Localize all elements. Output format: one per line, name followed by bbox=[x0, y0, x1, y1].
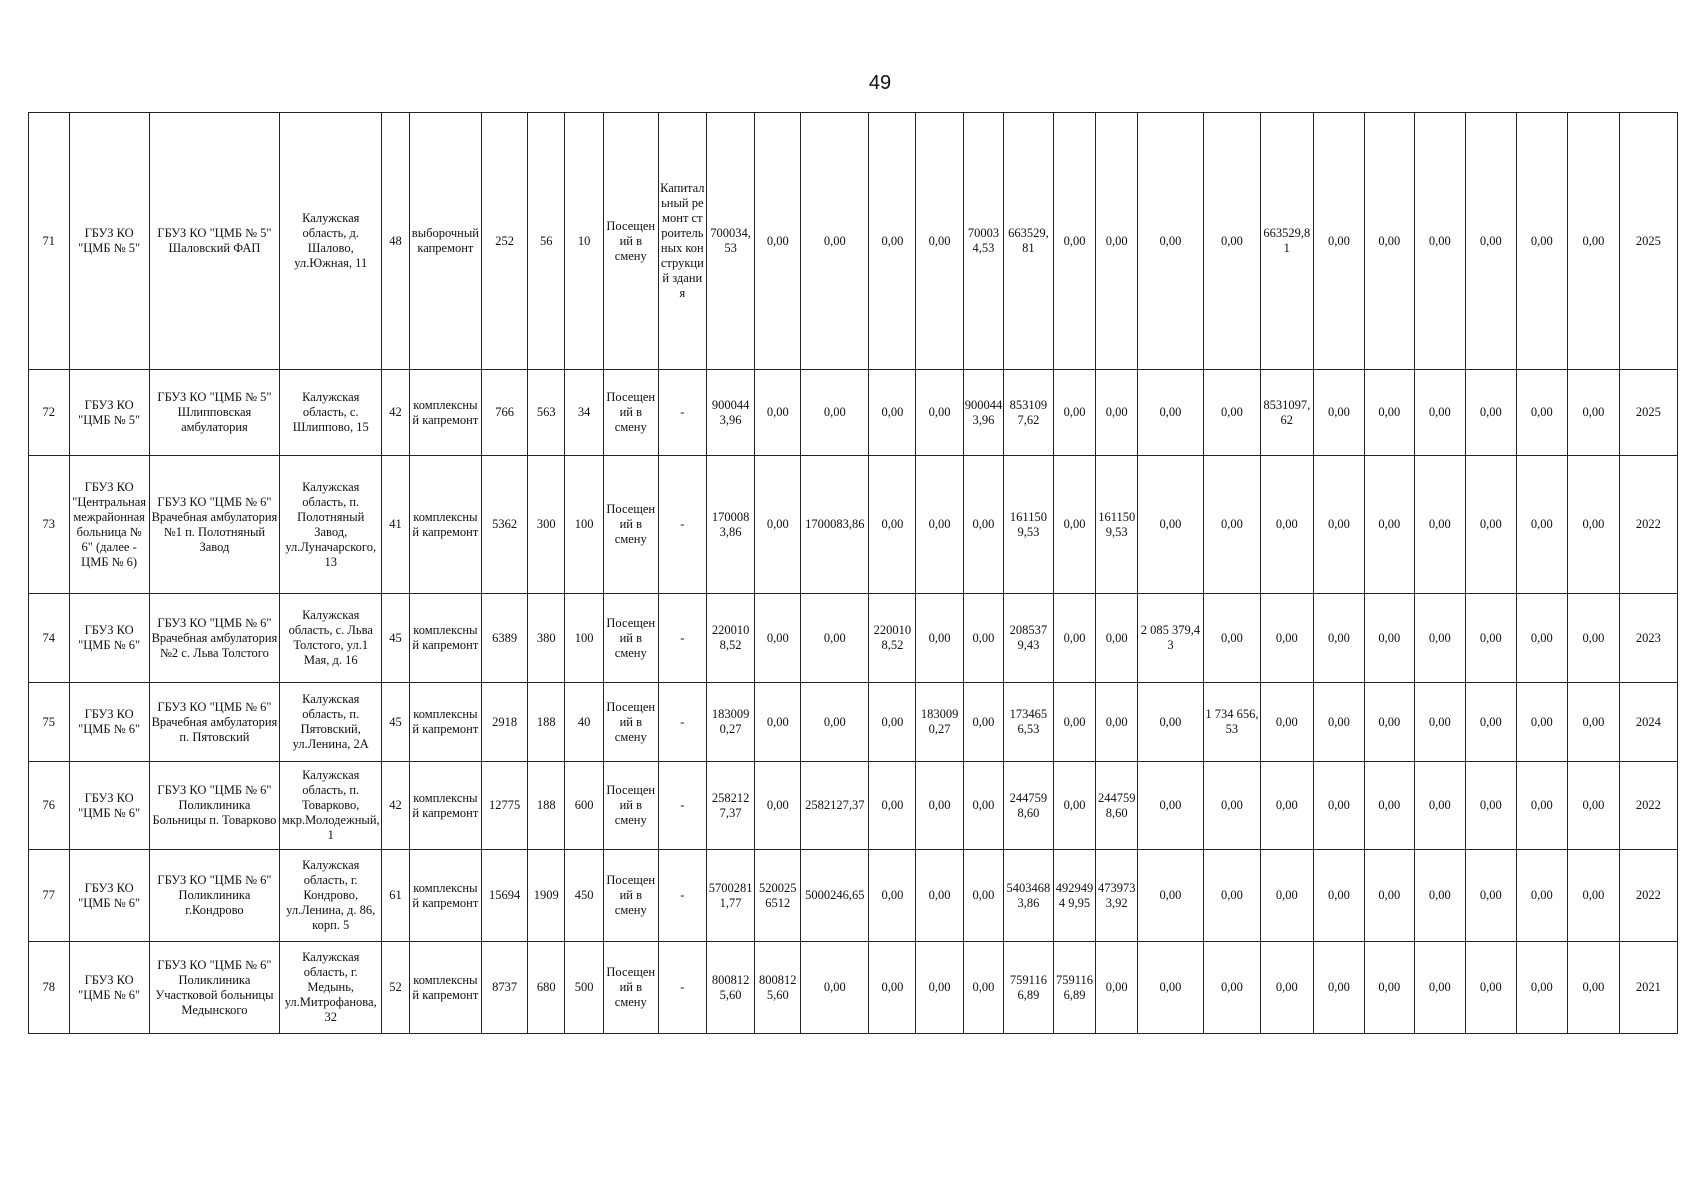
cell-funds-2023: 0,00 bbox=[1138, 370, 1204, 456]
cell-capacity-unit: Посещений в смену bbox=[603, 683, 658, 762]
cell-capacity: 100 bbox=[565, 594, 603, 683]
cell-funds-2023: 0,00 bbox=[1138, 850, 1204, 942]
cell-col-29: 0,00 bbox=[1568, 683, 1620, 762]
cell-repair-type: комплексный капремонт bbox=[409, 456, 481, 594]
cell-funds-total: 54034683,86 bbox=[1004, 850, 1053, 942]
cell-cost-2024: 1830090,27 bbox=[916, 683, 963, 762]
cell-cost-2024: 0,00 bbox=[916, 850, 963, 942]
cell-funds-2021: 0,00 bbox=[1053, 594, 1096, 683]
cell-col-25: 0,00 bbox=[1365, 594, 1414, 683]
cell-col-24: 0,00 bbox=[1313, 850, 1365, 942]
table-row bbox=[29, 370, 1678, 456]
cell-capacity-unit: Посещений в смену bbox=[603, 762, 658, 850]
cell-funds-2022: 0,00 bbox=[1096, 683, 1138, 762]
cell-repair-description: - bbox=[658, 456, 706, 594]
cell-col-29: 0,00 bbox=[1568, 850, 1620, 942]
cell-funds-2024: 0,00 bbox=[1203, 762, 1260, 850]
cell-organization: ГБУЗ КО "ЦМБ № 6" bbox=[69, 762, 149, 850]
cell-cost-2024: 0,00 bbox=[916, 370, 963, 456]
cell-repair-type: комплексный капремонт bbox=[409, 594, 481, 683]
cell-funds-total: 7591166,89 bbox=[1004, 942, 1053, 1034]
cell-repair-type: комплексный капремонт bbox=[409, 850, 481, 942]
cell-col-7: 6389 bbox=[482, 594, 528, 683]
cell-col-25: 0,00 bbox=[1365, 456, 1414, 594]
cell-col-5: 48 bbox=[382, 113, 409, 370]
cell-funds-2022: 0,00 bbox=[1096, 594, 1138, 683]
cell-repair-type: комплексный капремонт bbox=[409, 683, 481, 762]
cell-cost-2023: 0,00 bbox=[869, 456, 916, 594]
cell-organization: ГБУЗ КО "ЦМБ № 6" bbox=[69, 683, 149, 762]
cell-cost-2025: 0,00 bbox=[963, 850, 1004, 942]
cell-funds-2023: 0,00 bbox=[1138, 456, 1204, 594]
cell-cost-2024: 0,00 bbox=[916, 942, 963, 1034]
cell-cost-2021: 5200256512 bbox=[755, 850, 801, 942]
cell-funds-2022: 0,00 bbox=[1096, 942, 1138, 1034]
cell-row-number: 72 bbox=[29, 370, 70, 456]
cell-capacity-unit: Посещений в смену bbox=[603, 370, 658, 456]
cell-cost-2022: 0,00 bbox=[801, 942, 869, 1034]
table-row bbox=[29, 683, 1678, 762]
cell-cost-2022: 0,00 bbox=[801, 683, 869, 762]
cell-year: 2022 bbox=[1619, 456, 1677, 594]
cell-organization: ГБУЗ КО "ЦМБ № 6" bbox=[69, 942, 149, 1034]
cell-funds-2025: 0,00 bbox=[1260, 942, 1313, 1034]
table-row bbox=[29, 850, 1678, 942]
cell-funds-2024: 0,00 bbox=[1203, 456, 1260, 594]
cell-cost-2021: 0,00 bbox=[755, 456, 801, 594]
cell-cost-2022: 0,00 bbox=[801, 594, 869, 683]
cell-funds-2022: 0,00 bbox=[1096, 370, 1138, 456]
table-row bbox=[29, 456, 1678, 594]
cell-col-29: 0,00 bbox=[1568, 594, 1620, 683]
cell-repair-type: комплексный капремонт bbox=[409, 942, 481, 1034]
cell-repair-description: - bbox=[658, 850, 706, 942]
cell-col-25: 0,00 bbox=[1365, 942, 1414, 1034]
cell-repair-description: Капитальный ремонт строительных конструкций здания bbox=[658, 113, 706, 370]
cell-cost-2021: 0,00 bbox=[755, 113, 801, 370]
cell-funds-2022: 1611509,53 bbox=[1096, 456, 1138, 594]
cell-capacity: 450 bbox=[565, 850, 603, 942]
cell-funds-2024: 0,00 bbox=[1203, 370, 1260, 456]
cell-repair-description: - bbox=[658, 762, 706, 850]
cell-col-8: 680 bbox=[528, 942, 565, 1034]
cell-col-26: 0,00 bbox=[1414, 113, 1466, 370]
cell-cost-2025: 0,00 bbox=[963, 683, 1004, 762]
cell-row-number: 78 bbox=[29, 942, 70, 1034]
cell-col-27: 0,00 bbox=[1466, 456, 1516, 594]
cell-col-29: 0,00 bbox=[1568, 113, 1620, 370]
cell-cost-2023: 0,00 bbox=[869, 850, 916, 942]
cell-capacity: 10 bbox=[565, 113, 603, 370]
cell-col-24: 0,00 bbox=[1313, 683, 1365, 762]
cell-funds-total: 2085379,43 bbox=[1004, 594, 1053, 683]
cell-col-29: 0,00 bbox=[1568, 456, 1620, 594]
cell-col-26: 0,00 bbox=[1414, 594, 1466, 683]
cell-col-8: 300 bbox=[528, 456, 565, 594]
cell-cost-2022: 1700083,86 bbox=[801, 456, 869, 594]
cell-funds-2021: 0,00 bbox=[1053, 762, 1096, 850]
cell-total-cost: 8008125,60 bbox=[706, 942, 754, 1034]
cell-col-7: 15694 bbox=[482, 850, 528, 942]
cell-funds-2023: 0,00 bbox=[1138, 762, 1204, 850]
cell-col-27: 0,00 bbox=[1466, 113, 1516, 370]
cell-repair-description: - bbox=[658, 594, 706, 683]
cell-funds-total: 2447598,60 bbox=[1004, 762, 1053, 850]
cell-capacity-unit: Посещений в смену bbox=[603, 942, 658, 1034]
cell-funds-2021: 7591166,89 bbox=[1053, 942, 1096, 1034]
cell-funds-2024: 0,00 bbox=[1203, 113, 1260, 370]
cell-col-26: 0,00 bbox=[1414, 850, 1466, 942]
cell-col-24: 0,00 bbox=[1313, 456, 1365, 594]
cell-col-25: 0,00 bbox=[1365, 762, 1414, 850]
cell-cost-2022: 5000246,65 bbox=[801, 850, 869, 942]
cell-capacity-unit: Посещений в смену bbox=[603, 594, 658, 683]
cell-total-cost: 700034,53 bbox=[706, 113, 754, 370]
cell-organization: ГБУЗ КО "ЦМБ № 6" bbox=[69, 594, 149, 683]
page-number: 49 bbox=[868, 72, 892, 94]
cell-col-26: 0,00 bbox=[1414, 683, 1466, 762]
cell-row-number: 76 bbox=[29, 762, 70, 850]
cell-facility-name: ГБУЗ КО "ЦМБ № 5" Шаловский ФАП bbox=[149, 113, 280, 370]
cell-col-7: 8737 bbox=[482, 942, 528, 1034]
cell-cost-2025: 0,00 bbox=[963, 456, 1004, 594]
cell-facility-name: ГБУЗ КО "ЦМБ № 6" Поликлиника г.Кондрово bbox=[149, 850, 280, 942]
cell-col-5: 42 bbox=[382, 370, 409, 456]
cell-funds-2022: 4739733,92 bbox=[1096, 850, 1138, 942]
cell-row-number: 74 bbox=[29, 594, 70, 683]
cell-col-25: 0,00 bbox=[1365, 683, 1414, 762]
cell-facility-name: ГБУЗ КО "ЦМБ № 6" Поликлиника Участковой больницы Медынского bbox=[149, 942, 280, 1034]
cell-repair-type: комплексный капремонт bbox=[409, 762, 481, 850]
cell-col-8: 563 bbox=[528, 370, 565, 456]
cell-funds-total: 1611509,53 bbox=[1004, 456, 1053, 594]
cell-capacity-unit: Посещений в смену bbox=[603, 456, 658, 594]
cell-address: Калужская область, д. Шалово, ул.Южная, 11 bbox=[280, 113, 382, 370]
cell-funds-2024: 1 734 656,53 bbox=[1203, 683, 1260, 762]
cell-funds-total: 663529,81 bbox=[1004, 113, 1053, 370]
cell-col-26: 0,00 bbox=[1414, 942, 1466, 1034]
cell-funds-2023: 2 085 379,43 bbox=[1138, 594, 1204, 683]
cell-facility-name: ГБУЗ КО "ЦМБ № 6" Врачебная амбулатория №1 п. Полотняный Завод bbox=[149, 456, 280, 594]
capital-repair-registry-table bbox=[28, 112, 1678, 1034]
table-row bbox=[29, 594, 1678, 683]
cell-total-cost: 1700083,86 bbox=[706, 456, 754, 594]
cell-organization: ГБУЗ КО "ЦМБ № 6" bbox=[69, 850, 149, 942]
cell-capacity-unit: Посещений в смену bbox=[603, 113, 658, 370]
cell-year: 2025 bbox=[1619, 113, 1677, 370]
cell-total-cost: 57002811,77 bbox=[706, 850, 754, 942]
cell-col-28: 0,00 bbox=[1516, 850, 1568, 942]
cell-cost-2021: 0,00 bbox=[755, 594, 801, 683]
cell-year: 2023 bbox=[1619, 594, 1677, 683]
cell-row-number: 77 bbox=[29, 850, 70, 942]
cell-col-27: 0,00 bbox=[1466, 942, 1516, 1034]
cell-col-8: 188 bbox=[528, 762, 565, 850]
cell-repair-description: - bbox=[658, 942, 706, 1034]
cell-col-26: 0,00 bbox=[1414, 456, 1466, 594]
cell-capacity: 600 bbox=[565, 762, 603, 850]
cell-facility-name: ГБУЗ КО "ЦМБ № 6" Врачебная амбулатория №2 с. Льва Толстого bbox=[149, 594, 280, 683]
cell-col-5: 42 bbox=[382, 762, 409, 850]
cell-col-24: 0,00 bbox=[1313, 113, 1365, 370]
cell-funds-2024: 0,00 bbox=[1203, 594, 1260, 683]
cell-cost-2023: 0,00 bbox=[869, 762, 916, 850]
cell-col-28: 0,00 bbox=[1516, 370, 1568, 456]
cell-address: Калужская область, с. Льва Толстого, ул.1 Мая, д. 16 bbox=[280, 594, 382, 683]
cell-year: 2024 bbox=[1619, 683, 1677, 762]
cell-col-8: 1909 bbox=[528, 850, 565, 942]
cell-col-5: 45 bbox=[382, 683, 409, 762]
cell-col-27: 0,00 bbox=[1466, 762, 1516, 850]
cell-funds-2021: 0,00 bbox=[1053, 456, 1096, 594]
cell-col-7: 12775 bbox=[482, 762, 528, 850]
cell-facility-name: ГБУЗ КО "ЦМБ № 6" Врачебная амбулатория п. Пятовский bbox=[149, 683, 280, 762]
cell-col-8: 188 bbox=[528, 683, 565, 762]
cell-col-25: 0,00 bbox=[1365, 113, 1414, 370]
cell-funds-2025: 0,00 bbox=[1260, 594, 1313, 683]
cell-year: 2021 bbox=[1619, 942, 1677, 1034]
cell-cost-2022: 0,00 bbox=[801, 370, 869, 456]
cell-col-29: 0,00 bbox=[1568, 370, 1620, 456]
cell-repair-type: выборочный капремонт bbox=[409, 113, 481, 370]
cell-col-8: 380 bbox=[528, 594, 565, 683]
cell-funds-2021: 0,00 bbox=[1053, 370, 1096, 456]
cell-cost-2021: 0,00 bbox=[755, 370, 801, 456]
cell-total-cost: 1830090,27 bbox=[706, 683, 754, 762]
cell-cost-2022: 2582127,37 bbox=[801, 762, 869, 850]
cell-cost-2025: 0,00 bbox=[963, 762, 1004, 850]
cell-col-27: 0,00 bbox=[1466, 594, 1516, 683]
cell-total-cost: 2200108,52 bbox=[706, 594, 754, 683]
cell-col-26: 0,00 bbox=[1414, 762, 1466, 850]
cell-year: 2022 bbox=[1619, 850, 1677, 942]
cell-col-25: 0,00 bbox=[1365, 850, 1414, 942]
cell-col-7: 2918 bbox=[482, 683, 528, 762]
cell-repair-description: - bbox=[658, 683, 706, 762]
cell-col-24: 0,00 bbox=[1313, 942, 1365, 1034]
cell-funds-2022: 0,00 bbox=[1096, 113, 1138, 370]
cell-col-25: 0,00 bbox=[1365, 370, 1414, 456]
cell-year: 2022 bbox=[1619, 762, 1677, 850]
cell-capacity: 500 bbox=[565, 942, 603, 1034]
cell-cost-2025: 0,00 bbox=[963, 594, 1004, 683]
cell-total-cost: 2582127,37 bbox=[706, 762, 754, 850]
cell-funds-2025: 663529,81 bbox=[1260, 113, 1313, 370]
cell-funds-2022: 2447598,60 bbox=[1096, 762, 1138, 850]
cell-col-24: 0,00 bbox=[1313, 762, 1365, 850]
cell-row-number: 73 bbox=[29, 456, 70, 594]
cell-col-7: 252 bbox=[482, 113, 528, 370]
cell-facility-name: ГБУЗ КО "ЦМБ № 5" Шлипповская амбулатория bbox=[149, 370, 280, 456]
cell-cost-2023: 0,00 bbox=[869, 370, 916, 456]
cell-address: Калужская область, г. Кондрово, ул.Ленина, д. 86, корп. 5 bbox=[280, 850, 382, 942]
cell-address: Калужская область, с. Шлиппово, 15 bbox=[280, 370, 382, 456]
cell-funds-2021: 0,00 bbox=[1053, 683, 1096, 762]
cell-funds-total: 1734656,53 bbox=[1004, 683, 1053, 762]
cell-funds-2023: 0,00 bbox=[1138, 683, 1204, 762]
cell-col-27: 0,00 bbox=[1466, 683, 1516, 762]
cell-row-number: 75 bbox=[29, 683, 70, 762]
cell-funds-2025: 0,00 bbox=[1260, 456, 1313, 594]
cell-cost-2025: 700034,53 bbox=[963, 113, 1004, 370]
cell-address: Калужская область, п. Товарково, мкр.Молодежный, 1 bbox=[280, 762, 382, 850]
cell-col-24: 0,00 bbox=[1313, 370, 1365, 456]
cell-cost-2025: 9000443,96 bbox=[963, 370, 1004, 456]
cell-funds-total: 8531097,62 bbox=[1004, 370, 1053, 456]
cell-address: Калужская область, п. Пятовский, ул.Ленина, 2А bbox=[280, 683, 382, 762]
cell-col-7: 766 bbox=[482, 370, 528, 456]
cell-repair-type: комплексный капремонт bbox=[409, 370, 481, 456]
cell-capacity: 100 bbox=[565, 456, 603, 594]
cell-funds-2021: 0,00 bbox=[1053, 113, 1096, 370]
cell-funds-2024: 0,00 bbox=[1203, 942, 1260, 1034]
cell-capacity: 40 bbox=[565, 683, 603, 762]
cell-row-number: 71 bbox=[29, 113, 70, 370]
cell-col-28: 0,00 bbox=[1516, 942, 1568, 1034]
cell-funds-2025: 0,00 bbox=[1260, 850, 1313, 942]
cell-capacity: 34 bbox=[565, 370, 603, 456]
table-row bbox=[29, 113, 1678, 370]
cell-col-7: 5362 bbox=[482, 456, 528, 594]
cell-address: Калужская область, п. Полотняный Завод, ул.Луначарского, 13 bbox=[280, 456, 382, 594]
cell-organization: ГБУЗ КО "ЦМБ № 5" bbox=[69, 113, 149, 370]
cell-cost-2023: 2200108,52 bbox=[869, 594, 916, 683]
cell-col-5: 52 bbox=[382, 942, 409, 1034]
cell-cost-2025: 0,00 bbox=[963, 942, 1004, 1034]
cell-cost-2024: 0,00 bbox=[916, 762, 963, 850]
cell-col-28: 0,00 bbox=[1516, 113, 1568, 370]
cell-funds-2024: 0,00 bbox=[1203, 850, 1260, 942]
cell-address: Калужская область, г. Медынь, ул.Митрофанова, 32 bbox=[280, 942, 382, 1034]
cell-cost-2024: 0,00 bbox=[916, 456, 963, 594]
cell-cost-2021: 8008125,60 bbox=[755, 942, 801, 1034]
cell-capacity-unit: Посещений в смену bbox=[603, 850, 658, 942]
cell-cost-2024: 0,00 bbox=[916, 594, 963, 683]
cell-cost-2023: 0,00 bbox=[869, 683, 916, 762]
cell-facility-name: ГБУЗ КО "ЦМБ № 6" Поликлиника Больницы п. Товарково bbox=[149, 762, 280, 850]
cell-col-8: 56 bbox=[528, 113, 565, 370]
cell-col-28: 0,00 bbox=[1516, 594, 1568, 683]
cell-col-5: 61 bbox=[382, 850, 409, 942]
cell-col-24: 0,00 bbox=[1313, 594, 1365, 683]
cell-organization: ГБУЗ КО "ЦМБ № 5" bbox=[69, 370, 149, 456]
cell-funds-2023: 0,00 bbox=[1138, 113, 1204, 370]
cell-cost-2023: 0,00 bbox=[869, 942, 916, 1034]
cell-total-cost: 9000443,96 bbox=[706, 370, 754, 456]
cell-col-28: 0,00 bbox=[1516, 683, 1568, 762]
cell-col-28: 0,00 bbox=[1516, 762, 1568, 850]
cell-funds-2025: 0,00 bbox=[1260, 683, 1313, 762]
table-row bbox=[29, 762, 1678, 850]
cell-funds-2025: 8531097,62 bbox=[1260, 370, 1313, 456]
cell-cost-2021: 0,00 bbox=[755, 762, 801, 850]
cell-col-5: 45 bbox=[382, 594, 409, 683]
cell-funds-2025: 0,00 bbox=[1260, 762, 1313, 850]
cell-col-28: 0,00 bbox=[1516, 456, 1568, 594]
cell-col-5: 41 bbox=[382, 456, 409, 594]
cell-cost-2021: 0,00 bbox=[755, 683, 801, 762]
cell-col-26: 0,00 bbox=[1414, 370, 1466, 456]
cell-col-27: 0,00 bbox=[1466, 850, 1516, 942]
cell-col-27: 0,00 bbox=[1466, 370, 1516, 456]
cell-organization: ГБУЗ КО "Центральная межрайонная больница № 6" (далее - ЦМБ № 6) bbox=[69, 456, 149, 594]
cell-cost-2024: 0,00 bbox=[916, 113, 963, 370]
cell-funds-2021: 4929494 9,95 bbox=[1053, 850, 1096, 942]
cell-year: 2025 bbox=[1619, 370, 1677, 456]
cell-col-29: 0,00 bbox=[1568, 942, 1620, 1034]
cell-cost-2023: 0,00 bbox=[869, 113, 916, 370]
cell-repair-description: - bbox=[658, 370, 706, 456]
table-row bbox=[29, 942, 1678, 1034]
cell-cost-2022: 0,00 bbox=[801, 113, 869, 370]
cell-funds-2023: 0,00 bbox=[1138, 942, 1204, 1034]
cell-col-29: 0,00 bbox=[1568, 762, 1620, 850]
